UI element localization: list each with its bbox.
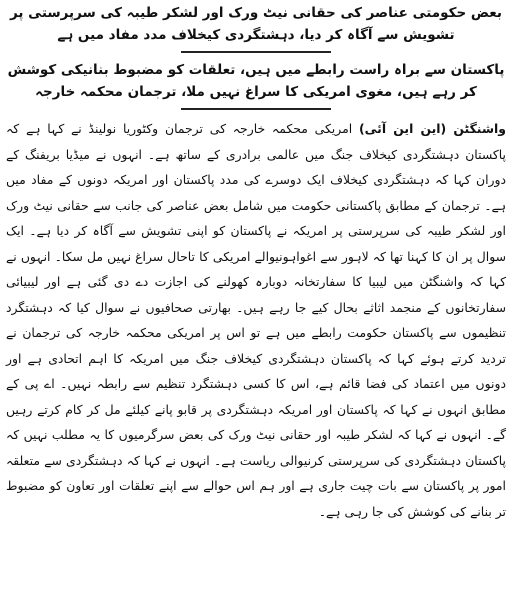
article-body (6, 116, 506, 524)
article-paragraph-text: امریکی محکمہ خارجہ کی ترجمان وکٹوریا نولینڈ نے کہا ہے کہ پاکستان دہشتگردی کیخلاف جنگ میں عالمی برادری کے ساتھ ہے۔ انہوں نے میڈیا بریفنگ کے دوران کہا کہ دہشتگردی کیخلاف ایک دوسرے کی مدد پاکستان اور امریکہ دونوں کے مفاد میں ہے۔ ترجمان کے مطابق پاکستانی حکومت میں شامل بعض عناصر کی جانب سے حقانی نیٹ ورک اور لشکر طیبہ کی سرپرستی پر امریکہ نے پاکستان کو اپنی تشویش سے آگاہ کر دیا ہے۔ ایک سوال پر ان کا کہنا تھا کہ لاہور سے اغواہونیوالے امریکی کا تاحال سراغ نہیں مل سکا۔ انہوں نے کہا کہ واشنگٹن میں لیبیا کا سفارتخانہ دوبارہ کھولنے کی اجازت دے دی گئی ہے اور لیبیائی سفارتخانوں کے منجمد اثاثے بحال کیے جا رہے ہیں۔ بھارتی صحافیوں نے سوال کیا کہ دہشتگرد تنظیموں سے پاکستان حکومت رابطے میں ہے تو اس پر امریکی محکمہ خارجہ کی ترجمان نے تردید کرتے ہوئے کہا کہ پاکستان دہشتگردی کیخلاف جنگ میں امریکہ کا اہم اتحادی ہے اور دونوں میں اعتماد کی فضا قائم ہے، اس کا کسی دہشتگرد تنظیم سے رابطہ نہیں۔ اے پی کے مطابق انہوں نے کہا کہ پاکستان اور امریکہ دہشتگردی پر قابو پانے کیلئے مل کر کام کرتے رہیں گے۔ انہوں نے کہا کہ لشکر طیبہ اور حقانی نیٹ ورک کی بعض سرگرمیوں کا یہ مطلب نہیں کہ پاکستان دہشتگردی کی سرپرستی کرنیوالی ریاست ہے۔ انہوں نے کہا کہ دہشتگردی سے متعلقہ امور پر پاکستان سے بات چیت جاری ہے اور ہم اس حوالے سے اپنے تعلقات اور تعاون کو مضبوط تر بنانے کی کوشش کی جا رہی ہے۔ (6, 121, 506, 519)
article-subheadline: پاکستان سے براہ راست رابطے میں ہیں، تعلقات کو مضبوط بنانیکی کوشش کر رہے ہیں، مغوی امریکی کا سراغ نہیں ملا، ترجمان محکمہ خارجہ (7, 62, 505, 100)
article-headline: بعض حکومتی عناصر کی حقانی نیٹ ورک اور لشکر طیبہ کی سرپرستی پر تشویش سے آگاہ کر دیا، دہشتگردی کیخلاف مدد مفاد میں ہے (10, 5, 502, 43)
headline-divider (181, 51, 331, 53)
article-dateline: واشنگٹن (این این آئی) (358, 121, 506, 136)
article-paragraph (6, 116, 506, 524)
subheadline-divider (181, 108, 331, 110)
